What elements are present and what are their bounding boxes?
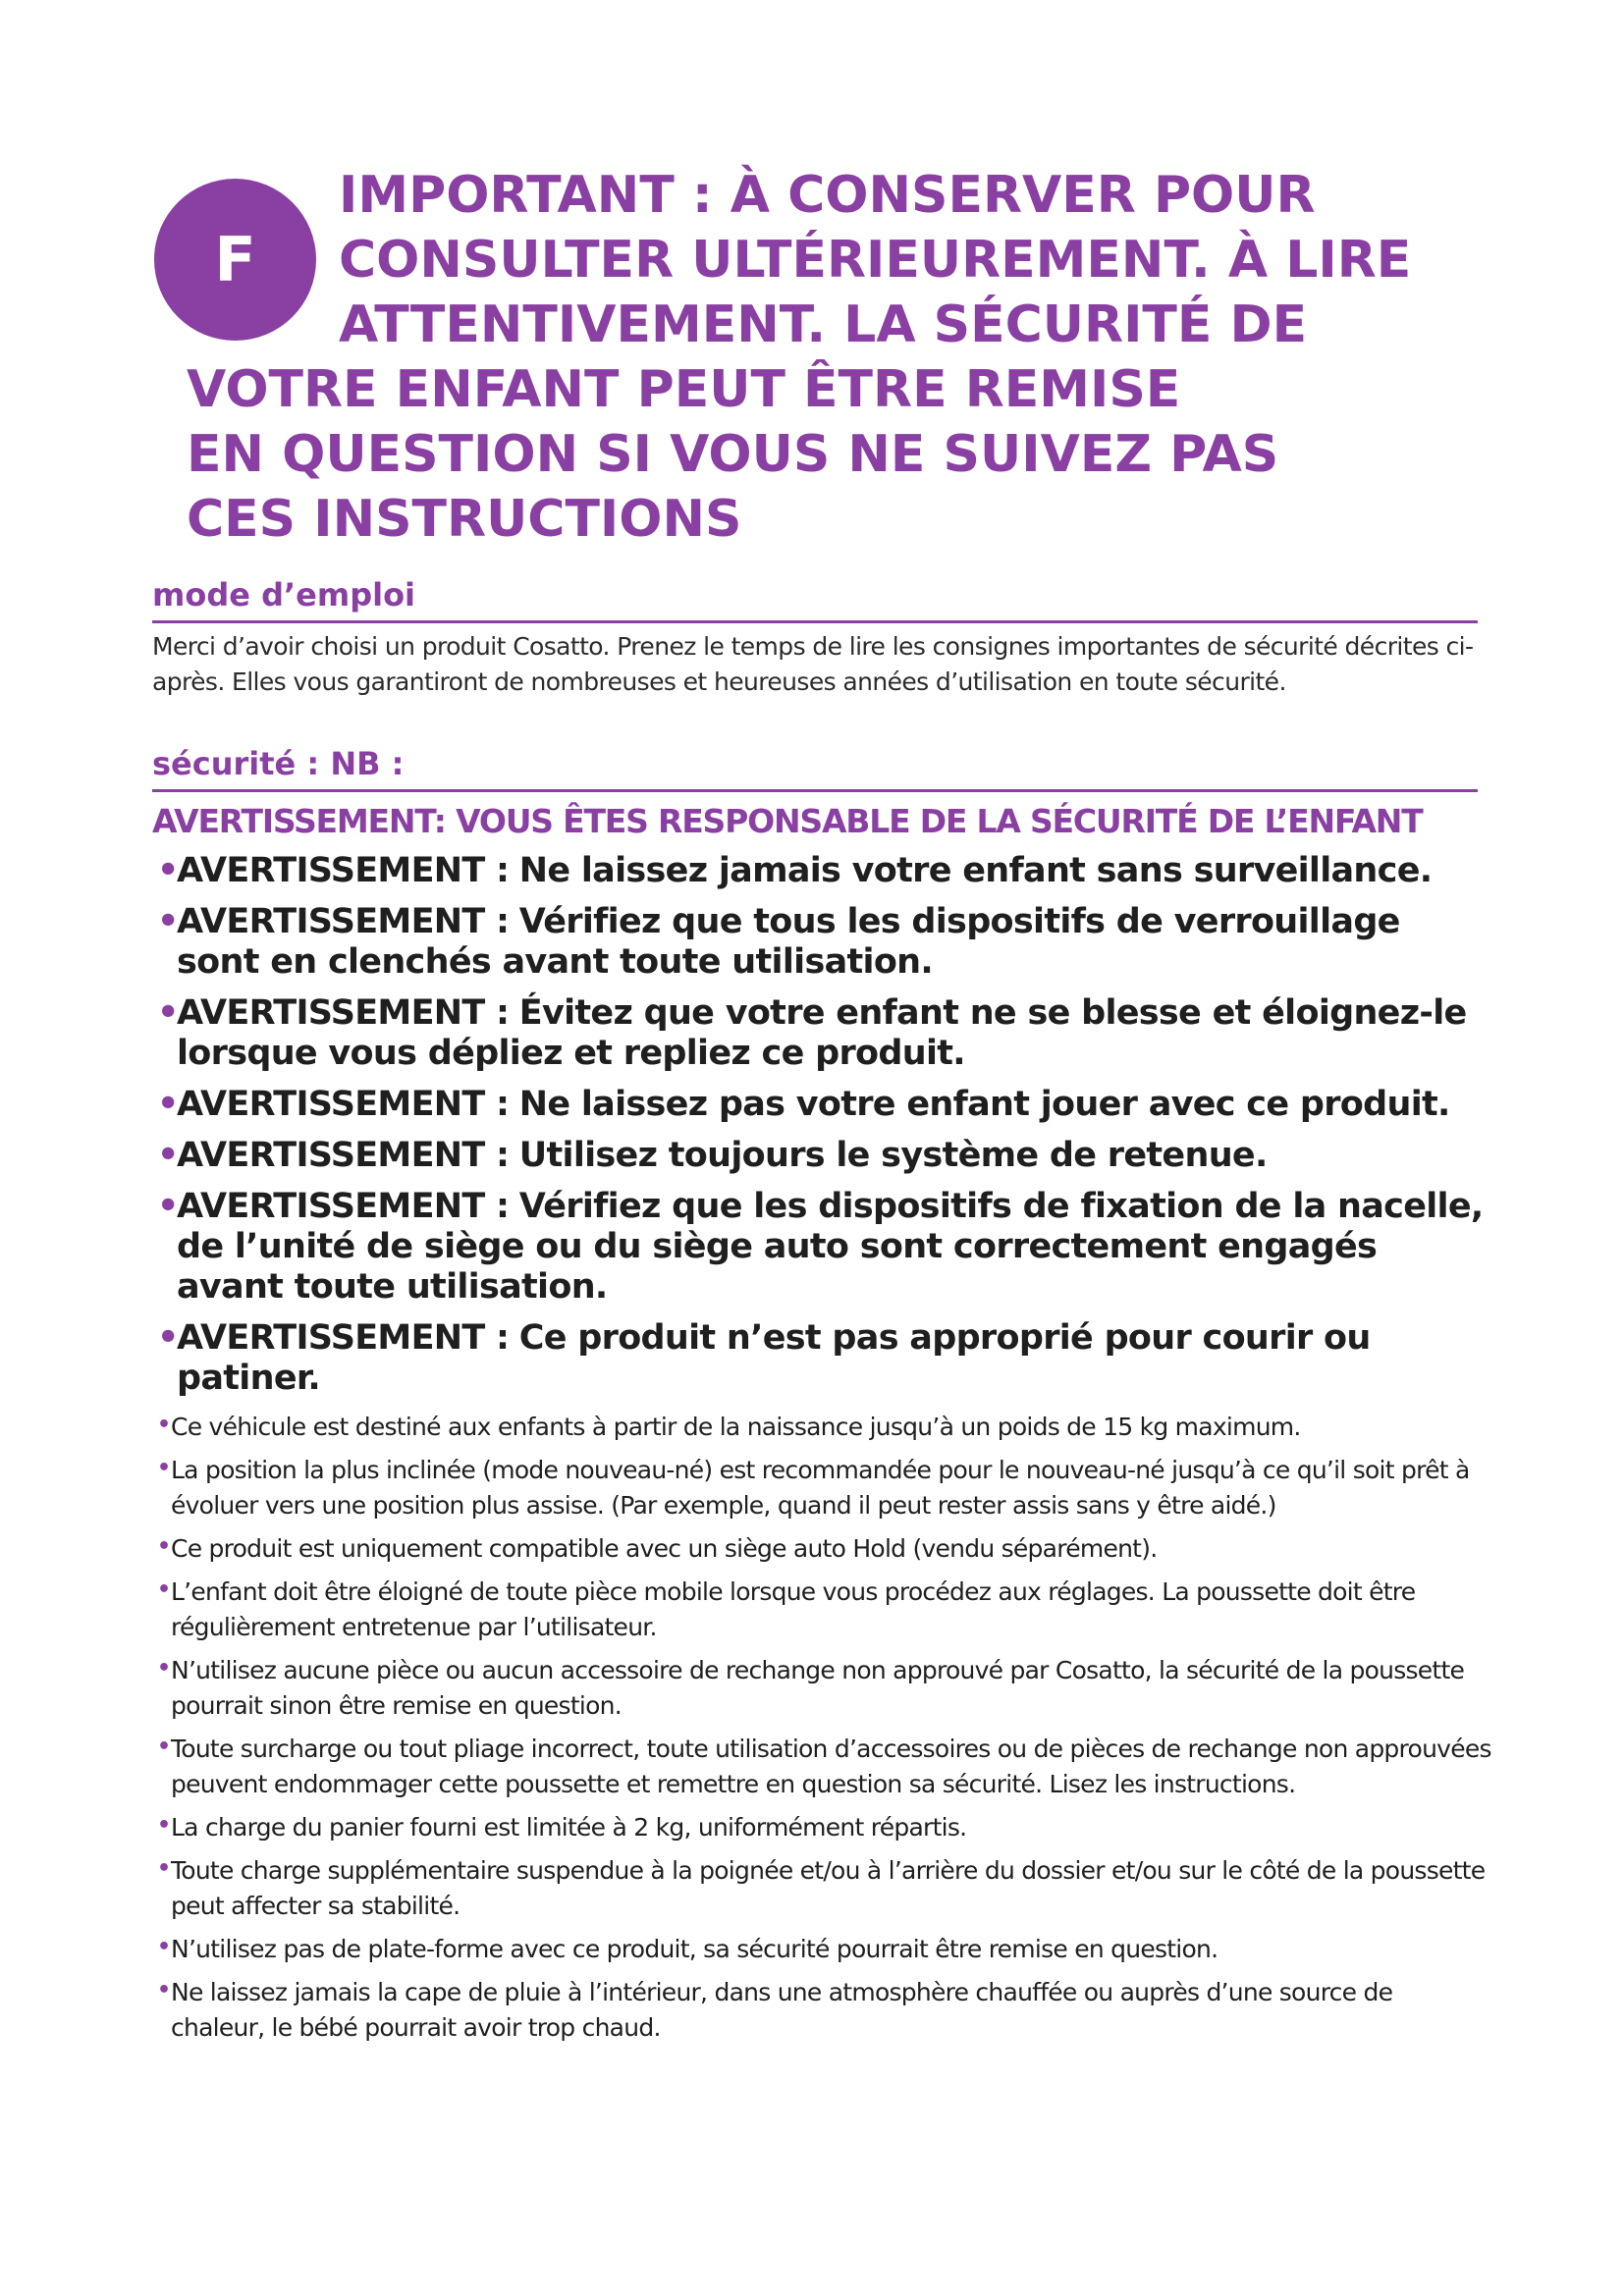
safety-note-text: Ce produit est uniquement compatible avec un siège auto Hold (vendu séparément). <box>171 1534 1158 1563</box>
headline-line-2: CONSULTER ULTÉRIEUREMENT. À LIRE <box>339 231 1412 290</box>
bullet-icon: • <box>157 1318 179 1358</box>
language-letter: F <box>214 224 256 295</box>
warning-text: Ne laissez jamais votre enfant sans surveillance. <box>518 851 1433 890</box>
bullet-icon: • <box>157 1813 171 1838</box>
warning-text: Évitez que votre enfant ne se blesse et éloignez-le lorsque vous dépliez et repliez ce produit. <box>177 993 1467 1073</box>
warning-item <box>157 851 1492 891</box>
safety-note <box>157 1732 1492 1802</box>
bullet-icon: • <box>157 1735 171 1759</box>
bullet-icon: • <box>157 1978 171 2002</box>
warning-text: Ne laissez pas votre enfant jouer avec ce produit. <box>518 1085 1450 1124</box>
safety-note-text: N’utilisez aucune pièce ou aucun accessoire de rechange non approuvé par Cosatto, la sécurité de la poussette pourrait sinon être remise en question. <box>171 1656 1465 1720</box>
safety-notes-list <box>157 1410 1492 2054</box>
safety-note <box>157 1810 1492 1845</box>
safety-note-text: La charge du panier fourni est limitée à 2 kg, uniformément répartis. <box>171 1813 967 1842</box>
safety-note <box>157 1410 1492 1445</box>
bullet-icon: • <box>157 1456 171 1480</box>
safety-note <box>157 1453 1492 1523</box>
bullet-icon: • <box>157 1577 171 1602</box>
bullet-icon: • <box>157 851 179 890</box>
bullet-icon: • <box>157 1085 179 1124</box>
warning-item <box>157 902 1492 983</box>
safety-note <box>157 1575 1492 1645</box>
bullet-icon: • <box>157 902 179 941</box>
warning-label: AVERTISSEMENT : <box>177 902 510 941</box>
securite-heading: sécurité : NB : <box>152 742 1478 792</box>
warning-label: AVERTISSEMENT : <box>177 993 510 1033</box>
headline-line-1: IMPORTANT : À CONSERVER POUR <box>339 166 1316 225</box>
bullet-icon: • <box>157 1136 179 1175</box>
safety-note <box>157 1932 1492 1967</box>
bullet-icon: • <box>157 1935 171 1959</box>
mode-emploi-heading: mode d’emploi <box>152 573 1478 623</box>
safety-note <box>157 1853 1492 1924</box>
warning-label: AVERTISSEMENT : <box>177 1085 510 1124</box>
headline-line-4: VOTRE ENFANT PEUT ÊTRE REMISE <box>187 360 1181 419</box>
safety-note-text: Toute surcharge ou tout pliage incorrect, toute utilisation d’accessoires ou de pièces de rechange non approuvées peuvent endommager cette poussette et remettre en question sa sécurité. Lisez les instructions. <box>171 1735 1491 1798</box>
warning-label: AVERTISSEMENT : <box>177 1136 510 1175</box>
safety-note <box>157 1653 1492 1724</box>
safety-note <box>157 1975 1492 2046</box>
bullet-icon: • <box>157 1656 171 1681</box>
bullet-icon: • <box>157 1413 171 1437</box>
warning-text: Utilisez toujours le système de retenue. <box>518 1136 1268 1175</box>
warning-label: AVERTISSEMENT : <box>177 1318 510 1358</box>
safety-note-text: Toute charge supplémentaire suspendue à la poignée et/ou à l’arrière du dossier et/ou sur le côté de la poussette peut affecter sa stabilité. <box>171 1856 1486 1920</box>
warning-item <box>157 1187 1492 1308</box>
warning-text: Vérifiez que tous les dispositifs de verrouillage sont en clenchés avant toute utilisation. <box>177 902 1400 982</box>
bullet-icon: • <box>157 1534 171 1559</box>
warning-item <box>157 1136 1492 1176</box>
safety-note <box>157 1531 1492 1567</box>
warning-item <box>157 993 1492 1074</box>
headline-line-6: CES INSTRUCTIONS <box>187 490 742 549</box>
warning-item <box>157 1318 1492 1399</box>
bullet-icon: • <box>157 1856 171 1881</box>
safety-note-text: Ce véhicule est destiné aux enfants à partir de la naissance jusqu’à un poids de 15 kg maximum. <box>171 1413 1301 1441</box>
warning-text: Vérifiez que les dispositifs de fixation de la nacelle, de l’unité de siège ou du siège auto sont correctement engagés avant toute utilisation. <box>177 1187 1484 1307</box>
safety-note-text: Ne laissez jamais la cape de pluie à l’intérieur, dans une atmosphère chauffée ou auprès d’une source de chaleur, le bébé pourrait avoir trop chaud. <box>171 1978 1393 2042</box>
warning-label: AVERTISSEMENT : <box>177 1187 510 1226</box>
headline-line-5: EN QUESTION SI VOUS NE SUIVEZ PAS <box>187 425 1279 484</box>
language-badge <box>154 179 316 341</box>
safety-note-text: N’utilisez pas de plate-forme avec ce produit, sa sécurité pourrait être remise en question. <box>171 1935 1218 1963</box>
bullet-icon: • <box>157 993 179 1033</box>
warning-text: Ce produit n’est pas approprié pour courir ou patiner. <box>177 1318 1371 1398</box>
warning-item <box>157 1085 1492 1125</box>
intro-text: Merci d’avoir choisi un produit Cosatto. Prenez le temps de lire les consignes importantes de sécurité décrites ci-après. Elles vous garantiront de nombreuses et heureuses années d’utilisation en toute sécurité. <box>152 632 1474 696</box>
safety-note-text: L’enfant doit être éloigné de toute pièce mobile lorsque vous procédez aux réglages. La poussette doit être régulièrement entretenue par l’utilisateur. <box>171 1577 1416 1641</box>
safety-note-text: La position la plus inclinée (mode nouveau-né) est recommandée pour le nouveau-né jusqu’à ce qu’il soit prêt à évoluer vers une position plus assise. (Par exemple, quand il peut rester assis sans y être aidé.) <box>171 1456 1470 1520</box>
warning-label: AVERTISSEMENT : <box>177 851 510 890</box>
warning-list <box>157 851 1492 1410</box>
main-warning: AVERTISSEMENT: VOUS ÊTES RESPONSABLE DE LA SÉCURITÉ DE L’ENFANT <box>152 802 1423 840</box>
headline-line-3: ATTENTIVEMENT. LA SÉCURITÉ DE <box>339 295 1308 354</box>
bullet-icon: • <box>157 1187 179 1226</box>
